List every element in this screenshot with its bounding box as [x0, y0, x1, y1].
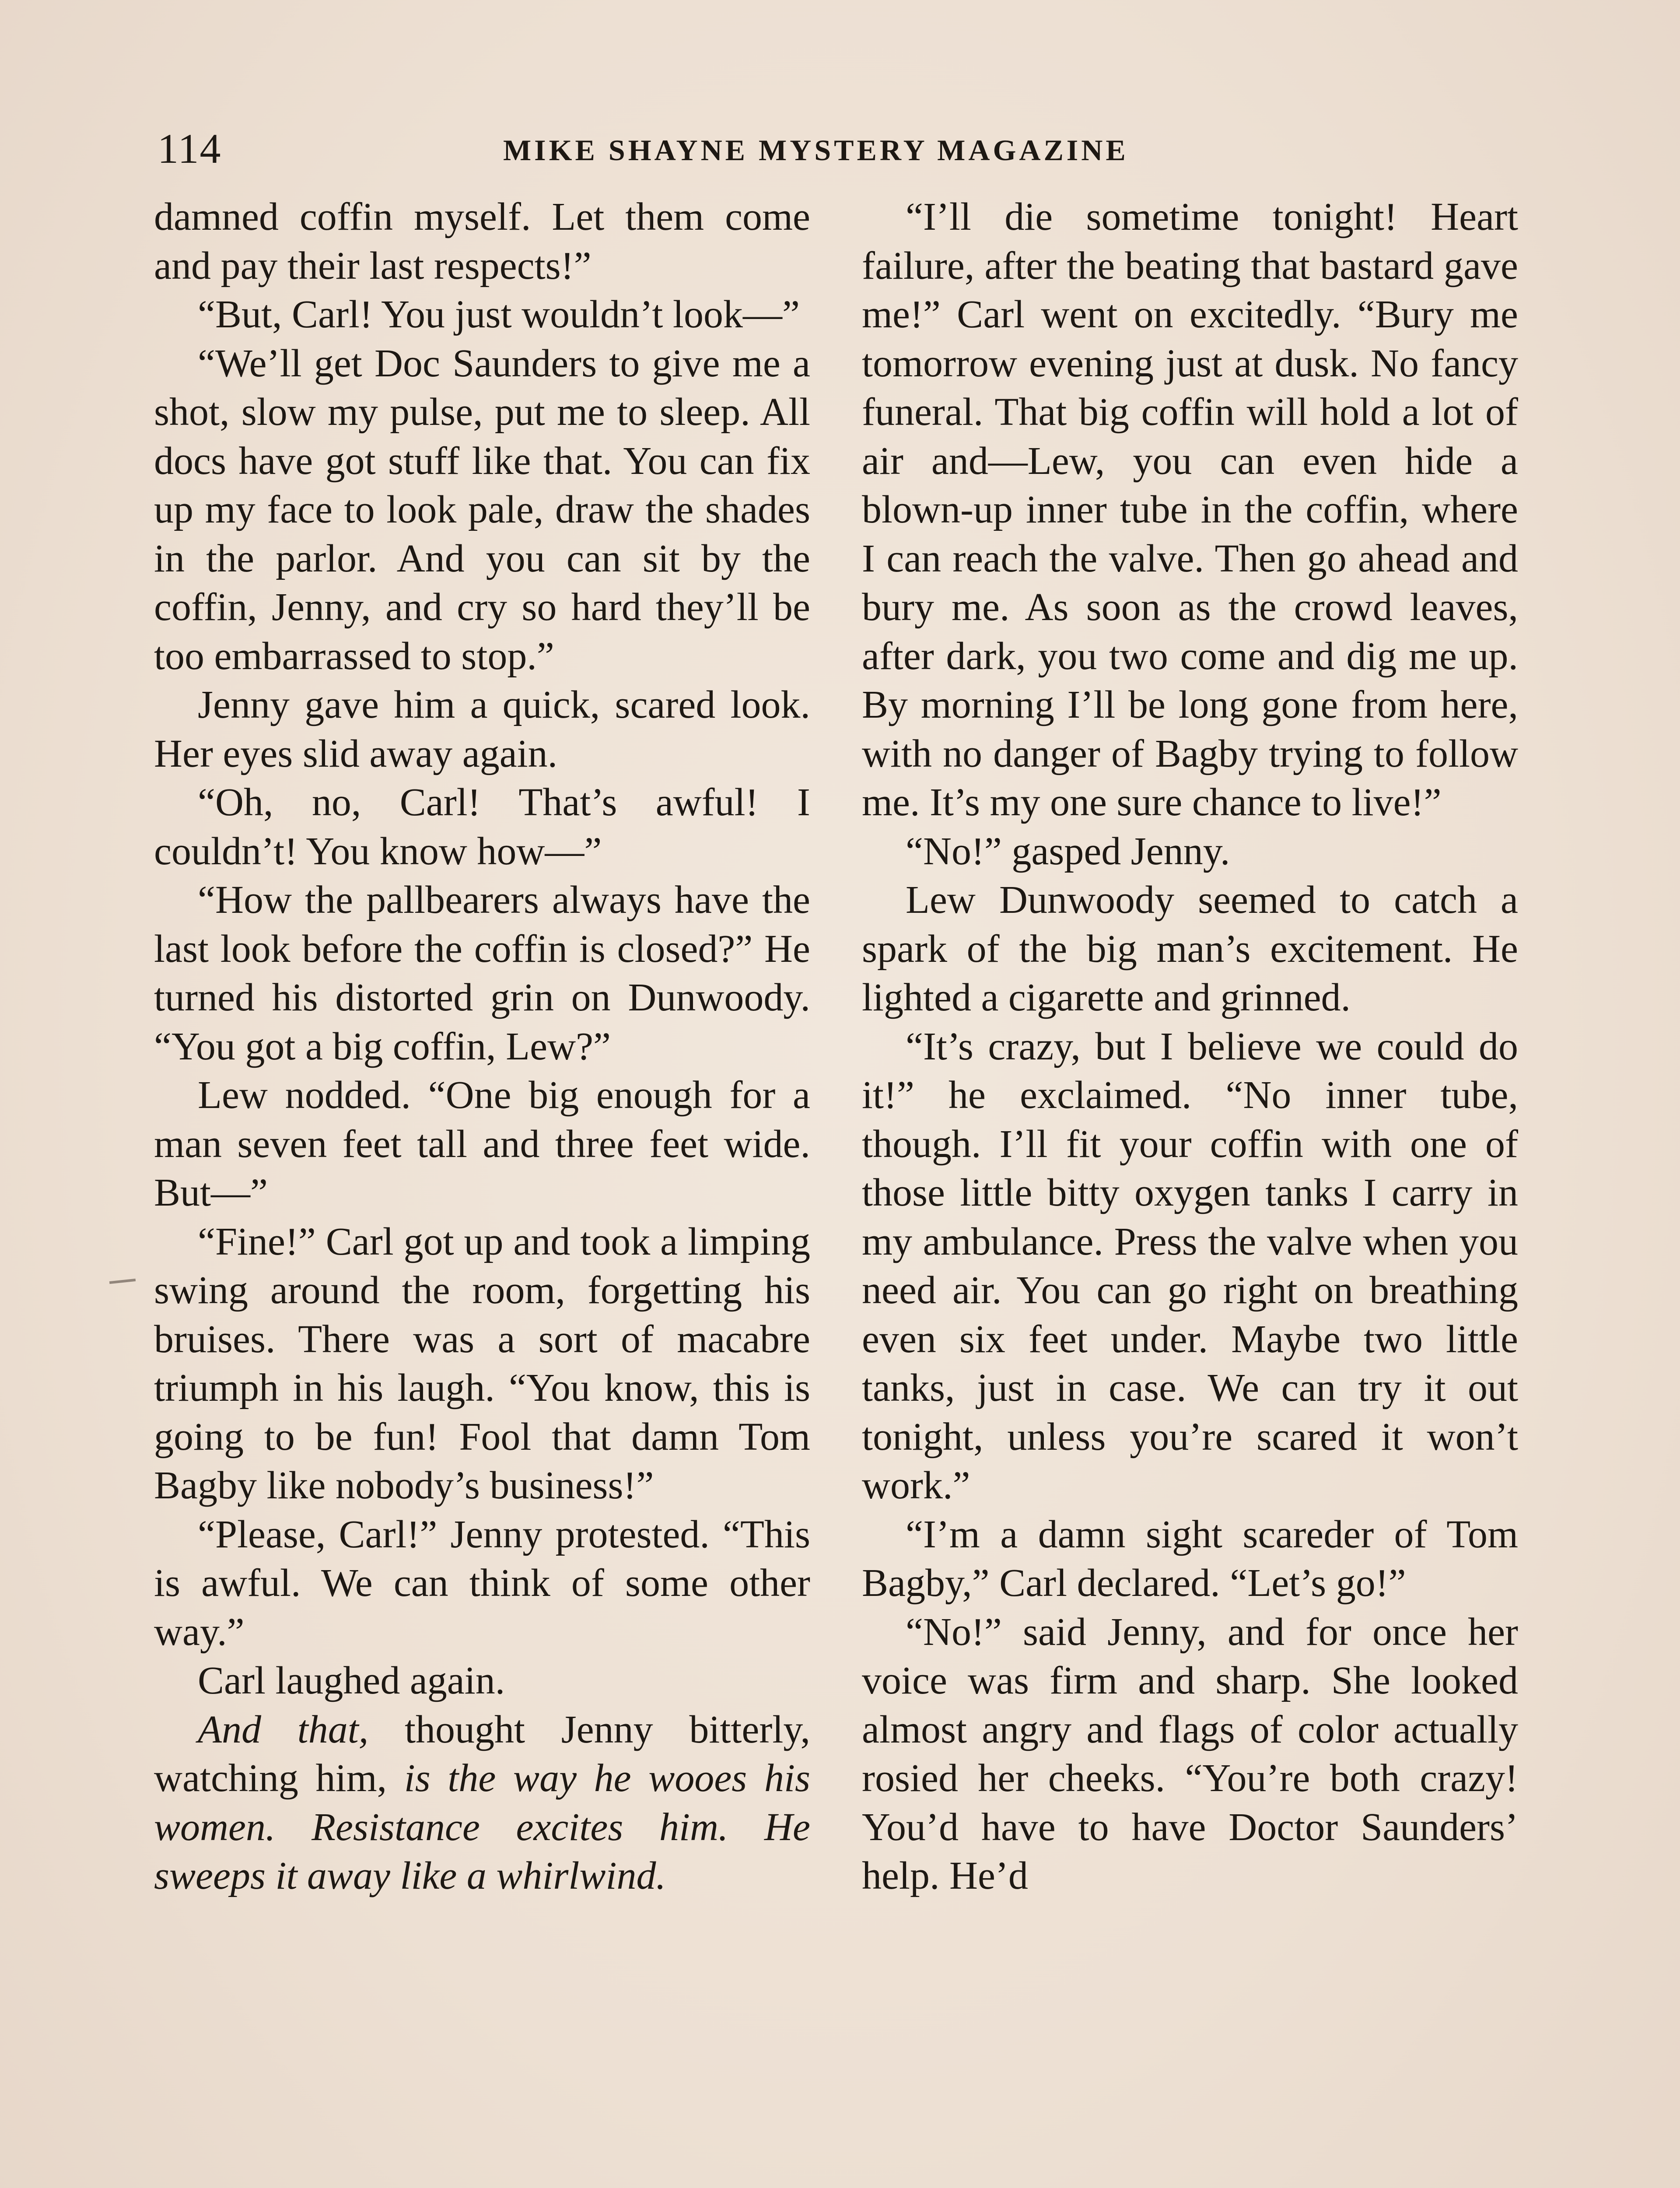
- text-run: “Oh, no, Carl! That’s awful! I couldn’t! You know how—”: [154, 781, 810, 873]
- text-run: “Fine!” Carl got up and took a limping swing around the room, forgetting his bruises. There was a sort of macabre triumph in his laugh. “You know, this is going to be fun! Fool that damn Tom Bagby like nobody’s business!”: [154, 1220, 810, 1507]
- paragraph: [154, 290, 810, 339]
- text-run: Carl laughed again.: [198, 1659, 505, 1702]
- text-run: “Please, Carl!” Jenny protested. “This is awful. We can think of some other way.”: [154, 1512, 810, 1654]
- paragraph: [154, 193, 810, 290]
- paragraph: [154, 680, 810, 778]
- paragraph: [154, 1071, 810, 1217]
- paragraph: [154, 778, 810, 876]
- text-run: Lew nodded. “One big enough for a man seven feet tall and three feet wide. But—”: [154, 1073, 810, 1214]
- text-run: thought Jenny bitterly, watching him,: [154, 1708, 810, 1800]
- paragraph: [862, 1022, 1518, 1510]
- text-run: “We’ll get Doc Saunders to give me a shot, slow my pulse, put me to sleep. All docs have got stuff like that. You can fix up my face to look pale, draw the shades in the parlor. And you can sit by the coffin, Jenny, and cry so hard they’ll be too embarrassed to stop.”: [154, 341, 810, 678]
- paragraph: [154, 1510, 810, 1657]
- magazine-title: MIKE SHAYNE MYSTERY MAGAZINE: [503, 133, 1129, 167]
- paragraph: [862, 1608, 1518, 1900]
- running-head: [158, 125, 1527, 173]
- text-run: “No!” said Jenny, and for once her voice was firm and sharp. She looked almost angry and flags of color actually rosied her cheeks. “You’re both crazy! You’d have to have Doctor Saunders’ help. He’d: [862, 1610, 1518, 1897]
- paragraph: [862, 876, 1518, 1022]
- paragraph: [862, 827, 1518, 876]
- paragraph: [154, 1217, 810, 1510]
- text-run: “It’s crazy, but I believe we could do it!” he exclaimed. “No inner tube, though. I’ll fit your coffin with one of those little bitty oxygen tanks I carry in my ambulance. Press the valve when you need air. You can go right on breathing even six feet under. Maybe two little tanks, just in case. We can try it out tonight, unless you’re scared it won’t work.”: [862, 1024, 1518, 1507]
- text-run: Lew Dunwoody seemed to catch a spark of the big man’s excitement. He lighted a cigarette and grinned.: [862, 878, 1518, 1019]
- right-text-column: [862, 193, 1518, 1900]
- paragraph: [862, 193, 1518, 827]
- left-text-column: [154, 193, 810, 1900]
- italic-text: is the way he wooes his women. Resistance excites him. He sweeps it away like a whirlwind.: [154, 1757, 810, 1897]
- text-run: “How the pallbearers always have the last look before the coffin is closed?” He turned his distorted grin on Dunwoody. “You got a big coffin, Lew?”: [154, 878, 810, 1068]
- text-run: “I’m a damn sight scareder of Tom Bagby,” Carl declared. “Let’s go!”: [862, 1512, 1518, 1605]
- text-run: “But, Carl! You just wouldn’t look—”: [198, 293, 800, 336]
- text-run: “No!” gasped Jenny.: [906, 829, 1230, 873]
- paragraph: [154, 1705, 810, 1900]
- text-run: “I’ll die sometime tonight! Heart failure, after the beating that bastard gave me!” Carl went on excitedly. “Bury me tomorrow evening just at dusk. No fancy funeral. That big coffin will hold a lot of air and—Lew, you can even hide a blown-up inner tube in the coffin, where I can reach the valve. Then go ahead and bury me. As soon as the crowd leaves, after dark, you two come and dig me up. By morning I’ll be long gone from here, with no danger of Bagby trying to follow me. It’s my one sure chance to live!”: [862, 195, 1518, 824]
- paragraph: [154, 339, 810, 681]
- italic-text: And that,: [198, 1708, 369, 1751]
- text-run: damned coffin myself. Let them come and pay their last respects!”: [154, 195, 810, 288]
- text-run: Jenny gave him a quick, scared look. Her eyes slid away again.: [154, 683, 810, 775]
- paragraph: [154, 876, 810, 1071]
- paragraph: [154, 1656, 810, 1705]
- page-number: 114: [158, 125, 222, 172]
- paragraph: [862, 1510, 1518, 1608]
- margin-mark: [109, 1279, 136, 1284]
